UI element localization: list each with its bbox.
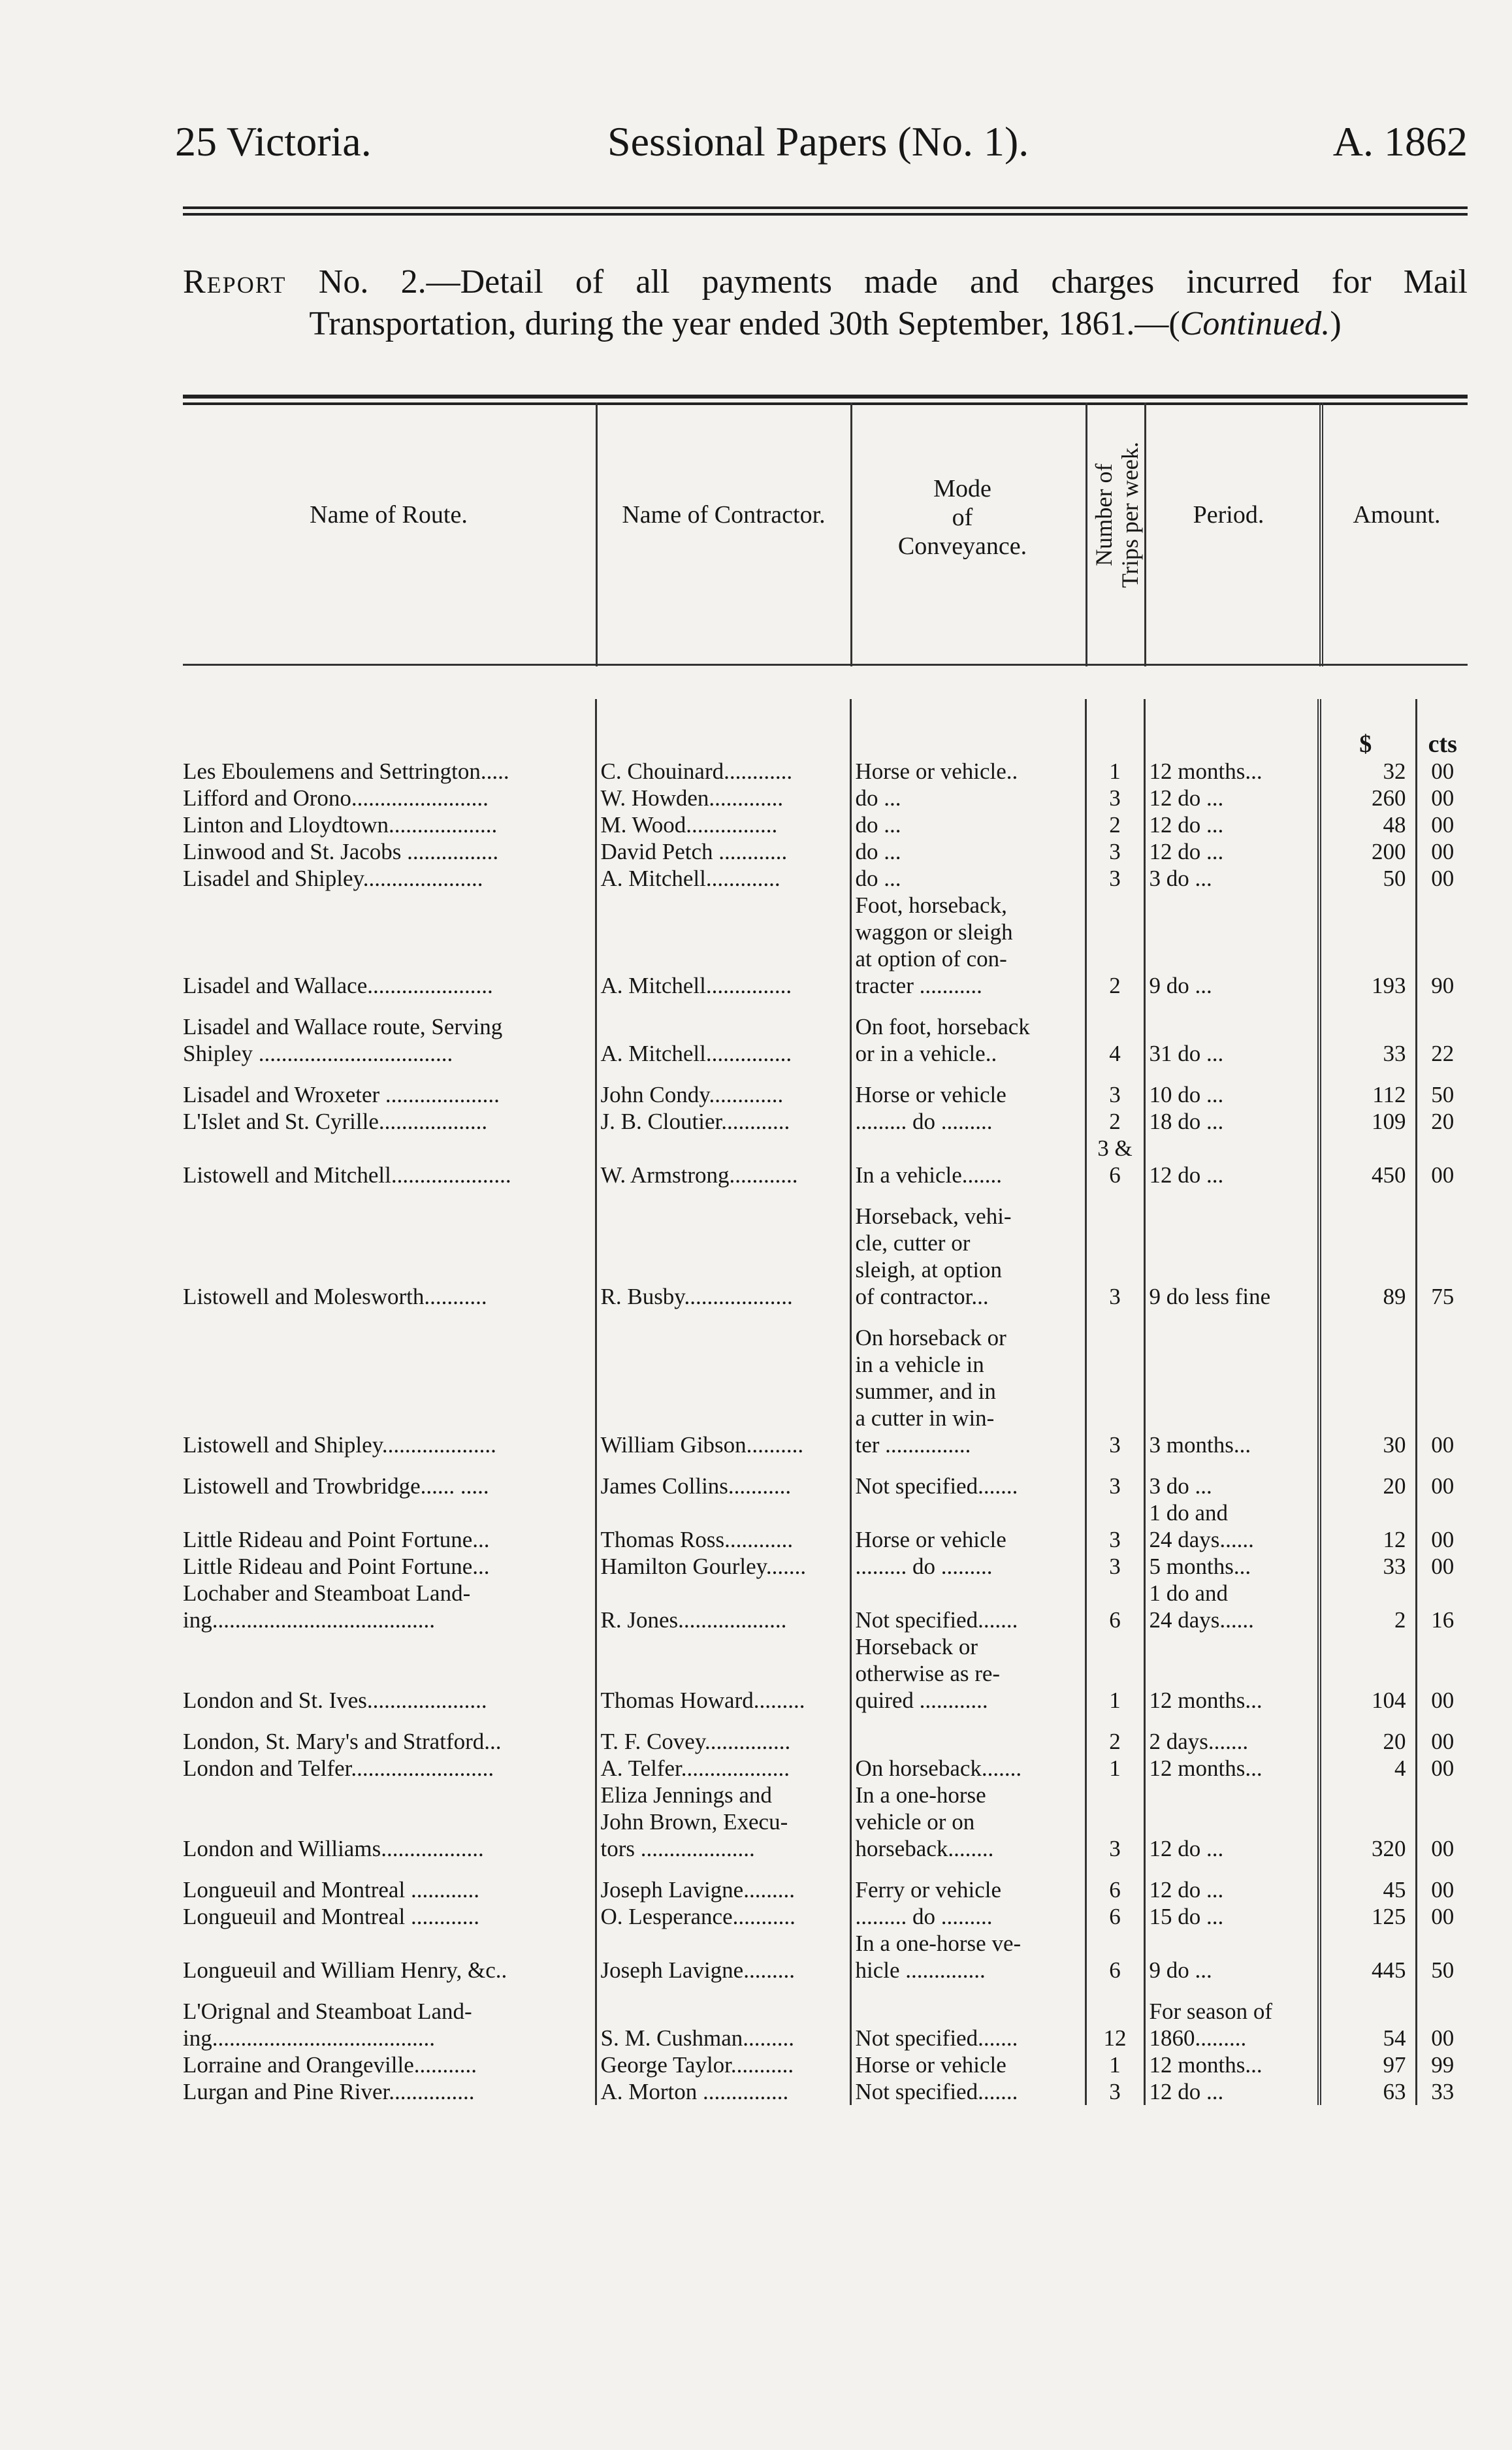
trips-per-week: 3 xyxy=(1086,2078,1144,2105)
amount-cents: 00 xyxy=(1416,1633,1468,1714)
period: 3 do ... xyxy=(1144,1473,1319,1499)
table-row xyxy=(180,1499,1468,1553)
conveyance-mode: On horseback or in a vehicle in summer, and in a cutter in win- ter ............... xyxy=(850,1324,1086,1458)
trips-per-week: 3 xyxy=(1086,1782,1144,1862)
contractor-name: A. Mitchell............... xyxy=(596,1013,850,1067)
contractor-name: R. Jones................... xyxy=(596,1580,850,1633)
amount-cents: 50 xyxy=(1416,1930,1468,1984)
header-rule xyxy=(183,213,1468,216)
trips-per-week: 3 xyxy=(1086,838,1144,865)
amount-dollars: 112 xyxy=(1319,1081,1416,1108)
contractor-name: Joseph Lavigne......... xyxy=(596,1876,850,1903)
col-trips-header: Number of Trips per week. xyxy=(1091,442,1143,588)
table-row xyxy=(180,2051,1468,2078)
conveyance-mode: Horse or vehicle.. xyxy=(850,758,1086,785)
trips-per-week: 12 xyxy=(1086,1998,1144,2051)
contractor-name: R. Busby................... xyxy=(596,1203,850,1310)
route-name: Lisadel and Wallace...................... xyxy=(183,973,493,998)
row-spacer xyxy=(180,1458,1468,1473)
table-row xyxy=(180,811,1468,838)
table-row xyxy=(180,1013,1468,1067)
header-bottom-rule xyxy=(183,664,1468,666)
amount-dollars: 89 xyxy=(1319,1203,1416,1310)
conveyance-mode: ......... do ......... xyxy=(850,1108,1086,1135)
table-row xyxy=(180,1930,1468,1984)
table-row xyxy=(180,1108,1468,1135)
contractor-name: W. Howden............. xyxy=(596,785,850,811)
amount-dollars: 45 xyxy=(1319,1876,1416,1903)
period: For season of 1860......... xyxy=(1144,1998,1319,2051)
table-row xyxy=(180,1473,1468,1499)
col-contractor-header: Name of Contractor. xyxy=(622,501,826,529)
contractor-name: A. Morton ............... xyxy=(596,2078,850,2105)
amount-cents: 00 xyxy=(1416,865,1468,892)
amount-dollars: 200 xyxy=(1319,838,1416,865)
route-name: L'Islet and St. Cyrille................... xyxy=(183,1109,488,1134)
period: 3 months... xyxy=(1144,1324,1319,1458)
amount-dollars: 260 xyxy=(1319,785,1416,811)
table-row xyxy=(180,1728,1468,1755)
contractor-name: Hamilton Gourley....... xyxy=(596,1553,850,1580)
amount-cents: 00 xyxy=(1416,1553,1468,1580)
conveyance-mode: do ... xyxy=(850,785,1086,811)
amount-dollars: 48 xyxy=(1319,811,1416,838)
period: 9 do less fine xyxy=(1144,1203,1319,1310)
amount-dollars: 20 xyxy=(1319,1728,1416,1755)
title-line-2: Transportation, during the year ended 30th September, 1861.—( xyxy=(309,305,1180,342)
conveyance-mode xyxy=(850,1728,1086,1755)
row-spacer xyxy=(180,1984,1468,1998)
conveyance-mode: In a one-horse ve- hicle .............. xyxy=(850,1930,1086,1984)
period: 12 do ... xyxy=(1144,838,1319,865)
report-label: Report xyxy=(183,263,287,301)
conveyance-mode: Horseback, vehi- cle, cutter or sleigh, at option of contractor... xyxy=(850,1203,1086,1310)
table-row xyxy=(180,1135,1468,1188)
table-row xyxy=(180,758,1468,785)
amount-cents: 00 xyxy=(1416,1998,1468,2051)
row-spacer xyxy=(180,1862,1468,1876)
trips-per-week: 3 xyxy=(1086,785,1144,811)
amount-cents: 00 xyxy=(1416,785,1468,811)
dollars-unit: $ xyxy=(1319,699,1416,758)
conveyance-mode: do ... xyxy=(850,865,1086,892)
amount-dollars: 12 xyxy=(1319,1499,1416,1553)
route-name: Linwood and St. Jacobs ................ xyxy=(183,839,499,864)
amount-cents: 00 xyxy=(1416,758,1468,785)
trips-per-week: 1 xyxy=(1086,2051,1144,2078)
period: 9 do ... xyxy=(1144,892,1319,999)
column-divider xyxy=(596,402,598,666)
route-name: Les Eboulemens and Settrington..... xyxy=(183,759,509,784)
col-period-header: Period. xyxy=(1193,501,1264,529)
row-spacer xyxy=(180,1188,1468,1203)
conveyance-mode: Horse or vehicle xyxy=(850,1081,1086,1108)
amount-cents: 16 xyxy=(1416,1580,1468,1633)
table-header xyxy=(183,402,1468,666)
conveyance-mode: Foot, horseback, waggon or sleigh at option of con- tracter ........... xyxy=(850,892,1086,999)
period: 15 do ... xyxy=(1144,1903,1319,1930)
period: 1 do and 24 days...... xyxy=(1144,1580,1319,1633)
route-name: Longueuil and Montreal ............ xyxy=(183,1877,479,1903)
contractor-name: C. Chouinard............ xyxy=(596,758,850,785)
conveyance-mode: Not specified....... xyxy=(850,1580,1086,1633)
amount-cents: 90 xyxy=(1416,892,1468,999)
table-row xyxy=(180,1580,1468,1633)
contractor-name: Thomas Ross............ xyxy=(596,1499,850,1553)
amount-dollars: 445 xyxy=(1319,1930,1416,1984)
title-line-2-end: ) xyxy=(1330,305,1342,342)
title-continued: Continued. xyxy=(1180,305,1330,342)
route-name: London and Williams.................. xyxy=(183,1836,484,1861)
amount-dollars: 50 xyxy=(1319,865,1416,892)
route-name: Little Rideau and Point Fortune... xyxy=(183,1527,490,1552)
route-name: Linton and Lloydtown................... xyxy=(183,812,498,838)
amount-cents: 00 xyxy=(1416,1499,1468,1553)
period: 12 do ... xyxy=(1144,1876,1319,1903)
contractor-name: A. Mitchell............. xyxy=(596,865,850,892)
amount-dollars: 193 xyxy=(1319,892,1416,999)
period: 2 days....... xyxy=(1144,1728,1319,1755)
contractor-name: A. Telfer................... xyxy=(596,1755,850,1782)
contractor-name: S. M. Cushman......... xyxy=(596,1998,850,2051)
amount-cents: 33 xyxy=(1416,2078,1468,2105)
contractor-name: William Gibson.......... xyxy=(596,1324,850,1458)
trips-per-week: 3 xyxy=(1086,865,1144,892)
route-name: Longueuil and William Henry, &c.. xyxy=(183,1957,507,1983)
table-row xyxy=(180,2078,1468,2105)
contractor-name: W. Armstrong............ xyxy=(596,1135,850,1188)
amount-dollars: 104 xyxy=(1319,1633,1416,1714)
amount-dollars: 450 xyxy=(1319,1135,1416,1188)
amount-cents: 00 xyxy=(1416,1903,1468,1930)
table-row xyxy=(180,1633,1468,1714)
trips-per-week: 3 xyxy=(1086,1203,1144,1310)
period: 12 months... xyxy=(1144,1633,1319,1714)
row-spacer xyxy=(180,1310,1468,1324)
trips-per-week: 3 & 6 xyxy=(1086,1135,1144,1188)
conveyance-mode: Horse or vehicle xyxy=(850,1499,1086,1553)
col-route-header: Name of Route. xyxy=(310,501,468,529)
conveyance-mode: ......... do ......... xyxy=(850,1903,1086,1930)
table-row xyxy=(180,892,1468,999)
amount-cents: 00 xyxy=(1416,838,1468,865)
conveyance-mode: Not specified....... xyxy=(850,1998,1086,2051)
conveyance-mode: On horseback....... xyxy=(850,1755,1086,1782)
header-rule xyxy=(183,206,1468,209)
amount-dollars: 32 xyxy=(1319,758,1416,785)
route-name: Lifford and Orono........................ xyxy=(183,785,489,811)
report-title xyxy=(183,261,1468,345)
contractor-name: George Taylor........... xyxy=(596,2051,850,2078)
contractor-name: Thomas Howard......... xyxy=(596,1633,850,1714)
row-spacer xyxy=(180,1714,1468,1728)
column-divider xyxy=(1144,402,1146,666)
route-name: Listowell and Shipley.................... xyxy=(183,1432,496,1458)
col-mode-header: Mode of Conveyance. xyxy=(897,475,1027,560)
period: 12 do ... xyxy=(1144,1782,1319,1862)
route-name: Listowell and Molesworth........... xyxy=(183,1284,487,1309)
amount-dollars: 30 xyxy=(1319,1324,1416,1458)
table-row xyxy=(180,785,1468,811)
trips-per-week: 1 xyxy=(1086,1633,1144,1714)
running-head-right: A. 1862 xyxy=(1332,118,1468,165)
trips-per-week: 3 xyxy=(1086,1473,1144,1499)
amount-cents: 00 xyxy=(1416,1135,1468,1188)
conveyance-mode: Horseback or otherwise as re- quired ............ xyxy=(850,1633,1086,1714)
conveyance-mode: In a vehicle....... xyxy=(850,1135,1086,1188)
trips-per-week: 3 xyxy=(1086,1324,1144,1458)
conveyance-mode: Not specified....... xyxy=(850,2078,1086,2105)
running-head-center: Sessional Papers (No. 1). xyxy=(607,118,1029,165)
contractor-name: Joseph Lavigne......... xyxy=(596,1930,850,1984)
route-name: Lisadel and Shipley..................... xyxy=(183,866,483,891)
conveyance-mode: ......... do ......... xyxy=(850,1553,1086,1580)
amount-dollars: 109 xyxy=(1319,1108,1416,1135)
payments-table xyxy=(180,699,1468,2105)
period: 12 months... xyxy=(1144,2051,1319,2078)
contractor-name: O. Lesperance........... xyxy=(596,1903,850,1930)
table-row xyxy=(180,838,1468,865)
table-row xyxy=(180,1998,1468,2051)
period: 5 months... xyxy=(1144,1553,1319,1580)
row-spacer xyxy=(180,1067,1468,1081)
period: 12 do ... xyxy=(1144,2078,1319,2105)
route-name: Lurgan and Pine River............... xyxy=(183,2079,475,2104)
trips-per-week: 3 xyxy=(1086,1081,1144,1108)
route-name: Little Rideau and Point Fortune... xyxy=(183,1554,490,1579)
amount-cents: 00 xyxy=(1416,1876,1468,1903)
column-divider xyxy=(1086,402,1087,666)
period: 1 do and 24 days...... xyxy=(1144,1499,1319,1553)
contractor-name: T. F. Covey............... xyxy=(596,1728,850,1755)
table-row xyxy=(180,1876,1468,1903)
route-name: Longueuil and Montreal ............ xyxy=(183,1904,479,1929)
trips-per-week: 3 xyxy=(1086,1553,1144,1580)
period: 31 do ... xyxy=(1144,1013,1319,1067)
conveyance-mode: In a one-horse vehicle or on horseback........ xyxy=(850,1782,1086,1862)
route-name: Lisadel and Wallace route, Serving Shipley .................................. xyxy=(183,1014,503,1066)
trips-per-week: 1 xyxy=(1086,758,1144,785)
trips-per-week: 1 xyxy=(1086,1755,1144,1782)
conveyance-mode: Horse or vehicle xyxy=(850,2051,1086,2078)
amount-cents: 00 xyxy=(1416,1473,1468,1499)
amount-dollars: 33 xyxy=(1319,1553,1416,1580)
table-row xyxy=(180,1553,1468,1580)
trips-per-week: 2 xyxy=(1086,811,1144,838)
contractor-name: David Petch ............ xyxy=(596,838,850,865)
column-divider xyxy=(850,402,852,666)
contractor-name: M. Wood................ xyxy=(596,811,850,838)
period: 3 do ... xyxy=(1144,865,1319,892)
route-name: Lochaber and Steamboat Land- ing....................................... xyxy=(183,1580,471,1633)
running-head-left: 25 Victoria. xyxy=(175,118,372,165)
trips-per-week: 2 xyxy=(1086,1728,1144,1755)
trips-per-week: 6 xyxy=(1086,1930,1144,1984)
trips-per-week: 3 xyxy=(1086,1499,1144,1553)
contractor-name: John Condy............. xyxy=(596,1081,850,1108)
period: 12 do ... xyxy=(1144,811,1319,838)
amount-cents: 00 xyxy=(1416,1782,1468,1862)
amount-dollars: 63 xyxy=(1319,2078,1416,2105)
period: 12 do ... xyxy=(1144,1135,1319,1188)
amount-dollars: 20 xyxy=(1319,1473,1416,1499)
table-row xyxy=(180,1324,1468,1458)
amount-dollars: 4 xyxy=(1319,1755,1416,1782)
amount-dollars: 320 xyxy=(1319,1782,1416,1862)
table-row xyxy=(180,1081,1468,1108)
amount-cents: 20 xyxy=(1416,1108,1468,1135)
amount-dollars: 33 xyxy=(1319,1013,1416,1067)
route-name: Listowell and Mitchell..................... xyxy=(183,1162,511,1188)
route-name: Lorraine and Orangeville........... xyxy=(183,2052,477,2078)
table-row xyxy=(180,1755,1468,1782)
table-row xyxy=(180,1203,1468,1310)
route-name: L'Orignal and Steamboat Land- ing....................................... xyxy=(183,1999,472,2051)
route-name: London and St. Ives..................... xyxy=(183,1688,487,1713)
conveyance-mode: Not specified....... xyxy=(850,1473,1086,1499)
route-name: London, St. Mary's and Stratford... xyxy=(183,1729,502,1754)
amount-cents: 00 xyxy=(1416,1755,1468,1782)
amount-cents: 99 xyxy=(1416,2051,1468,2078)
amount-dollars: 125 xyxy=(1319,1903,1416,1930)
period: 12 months... xyxy=(1144,1755,1319,1782)
trips-per-week: 2 xyxy=(1086,892,1144,999)
amount-cents: 50 xyxy=(1416,1081,1468,1108)
conveyance-mode: do ... xyxy=(850,838,1086,865)
conveyance-mode: do ... xyxy=(850,811,1086,838)
table-row xyxy=(180,1903,1468,1930)
period: 10 do ... xyxy=(1144,1081,1319,1108)
conveyance-mode: On foot, horseback or in a vehicle.. xyxy=(850,1013,1086,1067)
period: 18 do ... xyxy=(1144,1108,1319,1135)
table-row xyxy=(180,865,1468,892)
trips-per-week: 2 xyxy=(1086,1108,1144,1135)
cents-unit: cts xyxy=(1416,699,1468,758)
table-top-rule xyxy=(183,395,1468,399)
route-name: London and Telfer......................... xyxy=(183,1756,494,1781)
conveyance-mode: Ferry or vehicle xyxy=(850,1876,1086,1903)
amount-dollars: 2 xyxy=(1319,1580,1416,1633)
route-name: Listowell and Trowbridge...... ..... xyxy=(183,1473,489,1499)
period: 12 months... xyxy=(1144,758,1319,785)
period: 9 do ... xyxy=(1144,1930,1319,1984)
amount-dollars: 54 xyxy=(1319,1998,1416,2051)
trips-per-week: 6 xyxy=(1086,1903,1144,1930)
amount-cents: 22 xyxy=(1416,1013,1468,1067)
title-line-1: No. 2.—Detail of all payments made and charges incurred for Mail xyxy=(318,263,1468,301)
period: 12 do ... xyxy=(1144,785,1319,811)
amount-cents: 75 xyxy=(1416,1203,1468,1310)
route-name: Lisadel and Wroxeter .................... xyxy=(183,1082,500,1107)
amount-cents: 00 xyxy=(1416,811,1468,838)
trips-per-week: 6 xyxy=(1086,1580,1144,1633)
column-divider xyxy=(1319,402,1323,666)
amount-dollars: 97 xyxy=(1319,2051,1416,2078)
currency-unit-row xyxy=(180,699,1468,758)
contractor-name: J. B. Cloutier............ xyxy=(596,1108,850,1135)
trips-per-week: 6 xyxy=(1086,1876,1144,1903)
contractor-name: A. Mitchell............... xyxy=(596,892,850,999)
row-spacer xyxy=(180,999,1468,1013)
table-row xyxy=(180,1782,1468,1862)
col-amount-header: Amount. xyxy=(1353,501,1441,529)
trips-per-week: 4 xyxy=(1086,1013,1144,1067)
amount-cents: 00 xyxy=(1416,1728,1468,1755)
amount-cents: 00 xyxy=(1416,1324,1468,1458)
contractor-name: James Collins........... xyxy=(596,1473,850,1499)
contractor-name: Eliza Jennings and John Brown, Execu- tors .................... xyxy=(596,1782,850,1862)
